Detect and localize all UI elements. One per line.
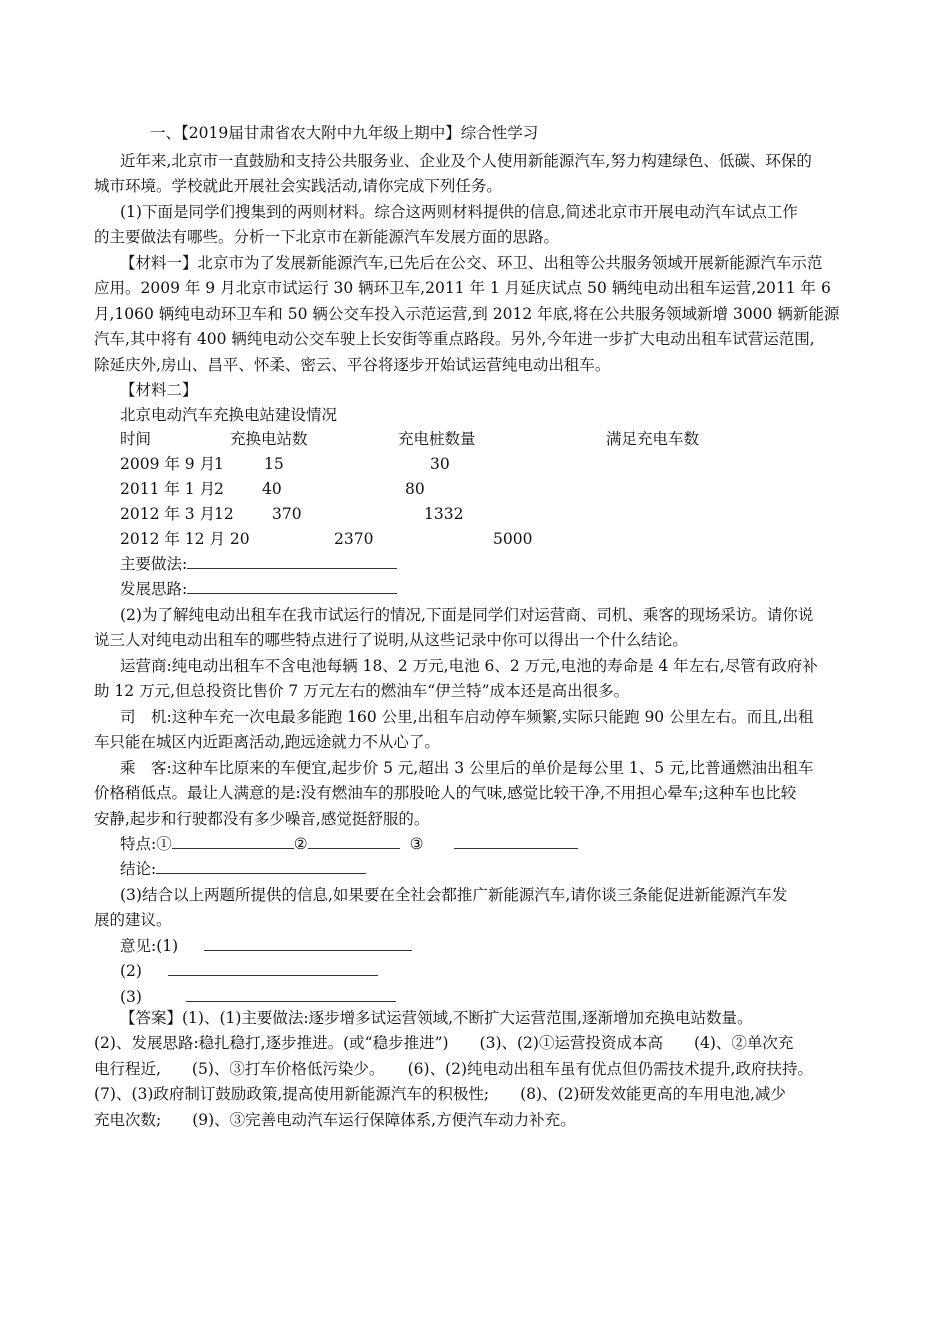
conclusion-label: 结论: bbox=[120, 860, 157, 878]
answer-key-line-3: 电行程近, (5)、③打车价格低污染少。 (6)、(2)纯电动出租车虽有优点但仍需技术提升,政府扶持。 bbox=[94, 1060, 813, 1078]
table-row-3 bbox=[120, 504, 215, 524]
feature-blank-1[interactable] bbox=[172, 834, 294, 849]
cell-time: 2009 年 9 月 bbox=[120, 455, 216, 473]
material-2-heading: 【材料二】 bbox=[120, 381, 198, 399]
table-header-piles: 充电桩数量 bbox=[398, 430, 476, 448]
operator-line-2: 助 12 万元,但总投资比售价 7 万元左右的燃油车“伊兰特”成本还是高出很多。 bbox=[94, 682, 630, 700]
intro-line-1: 近年来,北京市一直鼓励和支持公共服务业、企业及个人使用新能源汽车,努力构建绿色、低碳、环保的 bbox=[120, 152, 812, 170]
driver-line-1: 司 机:这种车充一次电最多能跑 160 公里,出租车启动停车频繁,实际只能跑 90 公里左右。而且,出租 bbox=[120, 708, 814, 726]
cell-vehicles: 1332 bbox=[424, 505, 464, 523]
driver-line-2: 车只能在城区内近距离活动,跑远途就力不从心了。 bbox=[94, 733, 440, 751]
opinion-3-answer bbox=[120, 987, 396, 1007]
operator-line-1: 运营商:纯电动出租车不含电池每辆 18、2 万元,电池 6、2 万元,电池的寿命是 4 年左右,尽管有政府补 bbox=[120, 657, 818, 675]
table-header-vehicles: 满足充电车数 bbox=[606, 430, 700, 448]
development-idea-answer bbox=[120, 579, 397, 599]
cell-stations: 12 bbox=[214, 505, 234, 523]
opinion-blank-1[interactable] bbox=[204, 936, 412, 951]
cell-piles: 370 bbox=[272, 505, 302, 523]
table-row-2 bbox=[120, 479, 215, 499]
opinion-2-answer bbox=[120, 961, 378, 981]
material-1-line-1: 【材料一】北京市为了发展新能源汽车,已先后在公交、环卫、出租等公共服务领域开展新能源汽车示范 bbox=[120, 254, 823, 272]
opinion-blank-2[interactable] bbox=[168, 961, 378, 976]
intro-line-2: 城市环境。学校就此开展社会实践活动,请你完成下列任务。 bbox=[94, 177, 502, 195]
cell-vehicles: 5000 bbox=[493, 530, 533, 548]
material-1-line-3: 月,1060 辆纯电动环卫车和 50 辆公交车投入示范运营,到 2012 年底,将在公共服务领域新增 3000 辆新能源 bbox=[94, 305, 840, 323]
feature-marker-2: ② bbox=[293, 835, 308, 853]
material-2-table-title: 北京电动汽车充换电站建设情况 bbox=[120, 406, 338, 424]
material-1-line-2: 应用。2009 年 9 月北京市试运行 30 辆环卫车,2011 年 1 月延庆试点 50 辆纯电动出租车运营,2011 年 6 bbox=[94, 279, 831, 297]
feature-marker-1: ① bbox=[156, 835, 172, 853]
question-3-line-1: (3)结合以上两题所提供的信息,如果要在全社会都推广新能源汽车,请你谈三条能促进新能源汽车发 bbox=[120, 886, 788, 904]
cell-vehicles: 30 bbox=[430, 455, 450, 473]
conclusion-answer bbox=[120, 859, 366, 879]
answer-key-line-1: 【答案】(1)、(1)主要做法:逐步增多试运营领域,不断扩大运营范围,逐渐增加充换电站数量。 bbox=[120, 1009, 753, 1027]
opinion-marker-3: (3) bbox=[120, 988, 142, 1006]
main-approach-blank[interactable] bbox=[187, 554, 397, 569]
development-idea-label: 发展思路: bbox=[120, 580, 188, 598]
material-1-line-4: 汽车,其中将有 400 辆纯电动公交车驶上长安街等重点路段。另外,今年进一步扩大电动出租车试营运范围, bbox=[94, 330, 815, 348]
feature-blank-2[interactable] bbox=[308, 834, 400, 849]
cell-time: 2012 年 12 月 20 bbox=[120, 530, 250, 548]
table-row-1 bbox=[120, 454, 215, 474]
cell-time: 2012 年 3 月 bbox=[120, 505, 216, 523]
cell-piles: 40 bbox=[262, 480, 282, 498]
passenger-line-3: 安静,起步和行驶都没有多少噪音,感觉挺舒服的。 bbox=[94, 810, 430, 828]
opinion-1-answer bbox=[120, 936, 412, 956]
table-header-stations: 充换电站数 bbox=[230, 430, 308, 448]
feature-blank-3[interactable] bbox=[454, 834, 578, 849]
material-1-line-5: 除延庆外,房山、昌平、怀柔、密云、平谷将逐步开始试运营纯电动出租车。 bbox=[94, 356, 611, 374]
opinion-blank-3[interactable] bbox=[186, 987, 396, 1002]
passenger-line-2: 价格稍低点。最让人满意的是:没有燃油车的那股呛人的气味,感觉比较干净,不用担心晕车;这种车也比较 bbox=[94, 784, 797, 802]
opinion-marker-1: (1) bbox=[156, 937, 179, 955]
answer-key-line-2: (2)、发展思路:稳扎稳打,逐步推进。(或“稳步推进”) (3)、(2)①运营投资成本高 (4)、②单次充 bbox=[94, 1034, 794, 1052]
cell-piles: 2370 bbox=[334, 530, 374, 548]
development-idea-blank[interactable] bbox=[187, 579, 397, 594]
passenger-line-1: 乘 客:这种车比原来的车便宜,起步价 5 元,超出 3 公里后的单价是每公里 1、5 元,比普通燃油出租车 bbox=[120, 759, 814, 777]
main-approach-answer bbox=[120, 554, 397, 574]
cell-piles: 15 bbox=[264, 455, 284, 473]
question-2-line-2: 说三人对纯电动出租车的哪些特点进行了说明,从这些记录中你可以得出一个什么结论。 bbox=[94, 631, 688, 649]
features-label: 特点: bbox=[120, 835, 157, 853]
question-2-line-1: (2)为了解纯电动出租车在我市试运行的情况,下面是同学们对运营商、司机、乘客的现场采访。请你说 bbox=[120, 606, 814, 624]
question-3-line-2: 展的建议。 bbox=[94, 911, 172, 929]
section-title: 一、【2019届甘肃省农大附中九年级上期中】综合性学习 bbox=[150, 124, 539, 142]
table-row-4 bbox=[120, 529, 250, 549]
cell-stations: 1 bbox=[214, 455, 224, 473]
answer-key-line-5: 充电次数; (9)、③完善电动汽车运行保障体系,方便汽车动力补充。 bbox=[94, 1111, 576, 1129]
main-approach-label: 主要做法: bbox=[120, 555, 188, 573]
answer-key-line-4: (7)、(3)政府制订鼓励政策,提高使用新能源汽车的积极性; (8)、(2)研发效能更高的车用电池,减少 bbox=[94, 1085, 786, 1103]
cell-time: 2011 年 1 月 bbox=[120, 480, 216, 498]
question-1-line-1: (1)下面是同学们搜集到的两则材料。综合这两则材料提供的信息,简述北京市开展电动汽车试点工作 bbox=[120, 203, 798, 221]
question-1-line-2: 的主要做法有哪些。分析一下北京市在新能源汽车发展方面的思路。 bbox=[94, 228, 560, 246]
cell-stations: 2 bbox=[214, 480, 224, 498]
table-header-time: 时间 bbox=[120, 430, 152, 448]
opinion-label: 意见: bbox=[120, 937, 157, 955]
conclusion-blank[interactable] bbox=[156, 859, 366, 874]
features-answer bbox=[120, 834, 578, 854]
opinion-marker-2: (2) bbox=[120, 962, 142, 980]
feature-marker-3: ③ bbox=[409, 835, 424, 853]
cell-vehicles: 80 bbox=[405, 480, 425, 498]
